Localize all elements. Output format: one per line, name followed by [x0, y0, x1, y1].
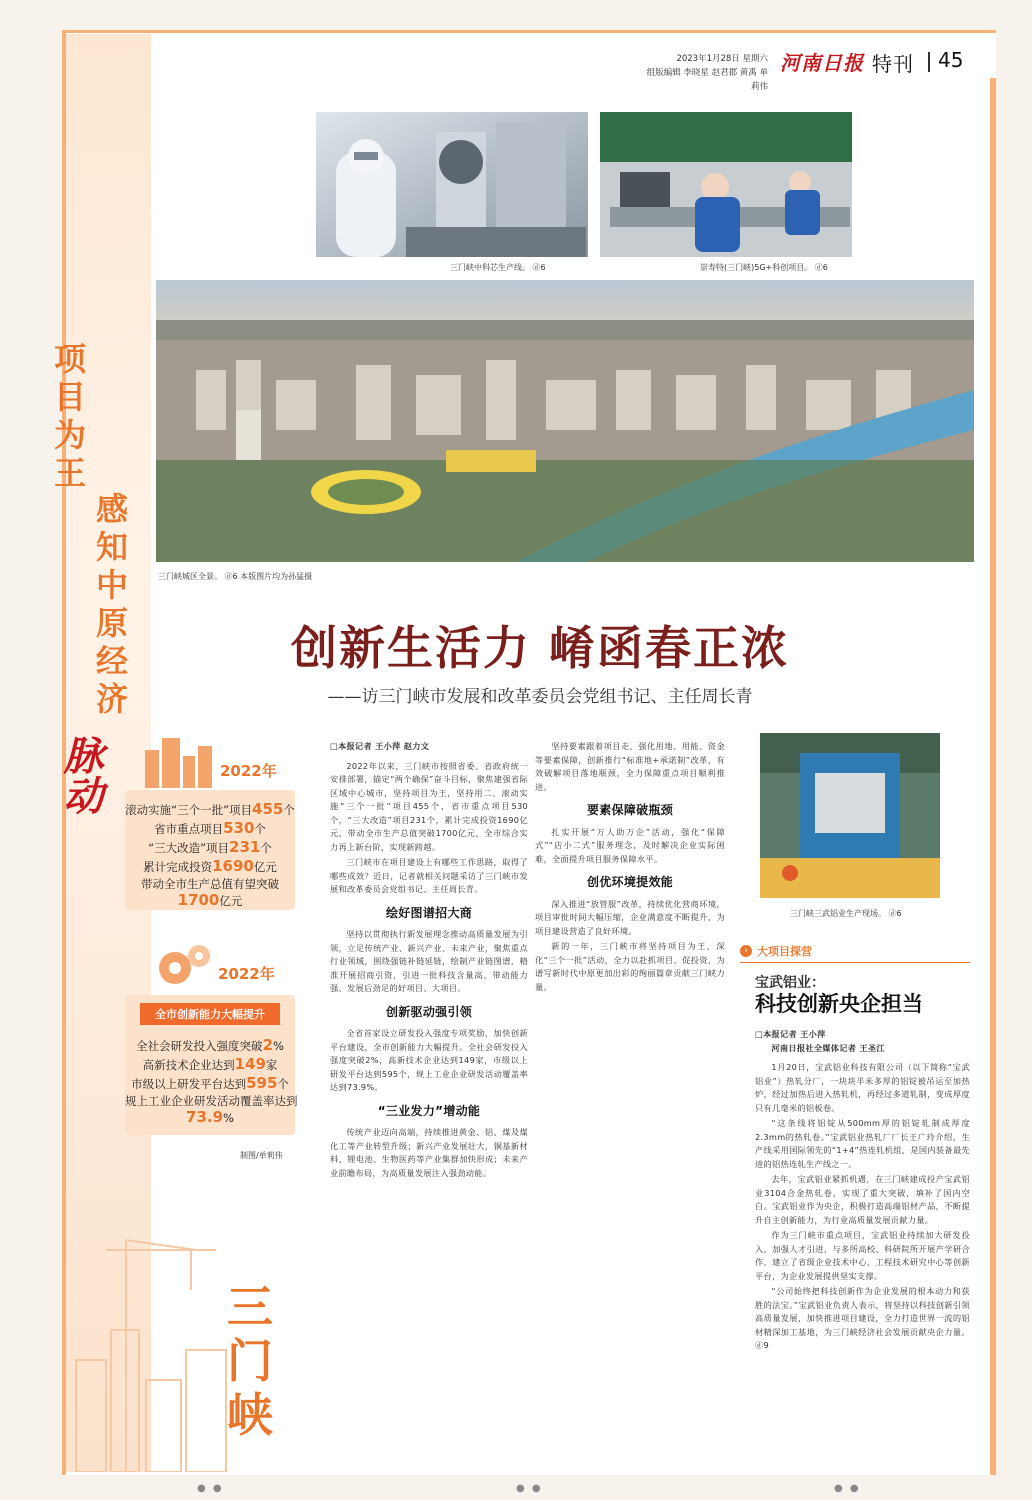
chevron-right-icon: › [740, 945, 752, 957]
section-heading: 要素保障破瓶颈 [586, 803, 674, 817]
article-paragraph: 扎实开展“万人助万企”活动，强化“保障式”“店小二式”服务理念，及时解决企业实际困难，全面提升项目服务保障水平。 [535, 826, 725, 864]
box2-stat-hightech [125, 1055, 295, 1073]
article-subtitle: ——访三门峡市发展和改革委员会党组书记、主任周长青 [327, 687, 753, 707]
sidebar-kicker: 宝武铝业： [755, 975, 825, 991]
photo-city-panorama [156, 280, 974, 562]
article-paragraph: 新的一年，三门峡市将坚持项目为王，深化“三个一批”活动，全力以赴抓项目、促投资，为谱写新时代中原更加出彩的绚丽篇章贡献三门峡力量。 [535, 941, 725, 992]
sidebar-badge-label: 大项目探营 [757, 945, 812, 958]
article-paragraph: 2022年以来，三门峡市按照省委、省政府统一安排部署，锚定“两个确保”奋斗目标，聚焦建强省际区域中心城市，坚持项目为王，坚持用二、滚动实施“三个一批”项目455个，省市重点项目530个，“三大改造”项目231个，累计完成投资1690亿元，带动全市生产总值突破1700亿元，全市综合实力再上新台阶，实现新跨越。 [330, 760, 528, 852]
box1-unit3: 个 [260, 841, 272, 855]
sidebar-title: 科技创新央企担当 [755, 991, 923, 1016]
sidebar-byline-2: 河南日报社全媒体记者 王圣江 [771, 1042, 885, 1053]
article-paragraph: 三门峡市在项目建设上有哪些工作思路，取得了哪些成效？近日，记者就相关问题采访了三门峡市发展和改革委员会党组书记、主任周长青。 [330, 857, 528, 894]
sidebar-rule [740, 962, 970, 963]
box2-stat-platforms [125, 1074, 295, 1092]
vertical-title-accent: 脉动 [57, 735, 104, 815]
box2-unit3: 个 [277, 1077, 289, 1091]
skyline-decoration [66, 1210, 236, 1472]
box1-stat-gdp [125, 891, 295, 909]
box1-label2: 省市重点项目 [154, 822, 224, 836]
header-editors: 组版编辑 李晓星 赵君郡 黄禹 单莉伟 [646, 68, 768, 92]
buildings-icon [140, 730, 220, 790]
box2-stat-rd-intensity [125, 1036, 295, 1054]
article-paragraph: 深入推进“放管服”改革，持续优化营商环境，项目审批时间大幅压缩，企业满意度不断提升，为项目建设营造了良好环境。 [535, 898, 725, 936]
box2-num2: 149 [234, 1055, 266, 1073]
vertical-title-line1: 项目为王 [53, 340, 86, 492]
box1-num4: 1690 [212, 857, 254, 875]
sidebar-column [755, 1028, 970, 1468]
caption-aluminum-plant: 三门峡三武铝业生产现场。 ⓓ6 [790, 909, 902, 918]
box1-label3: “三大改造”项目 [148, 841, 230, 855]
sidebar-badge [740, 943, 812, 959]
chip-lab-image [316, 112, 588, 257]
article-paragraph: 坚持以贯彻执行新发展理念推动高质量发展为引领，立足传统产业、新兴产业、未来产业，聚焦重点行业领域，围绕强链补链延链，绘制产业链图谱，精准开展招商引资，引进一批科技含量高、带动能力强、发展后劲足的好项目、大项目。 [330, 929, 528, 993]
sidebar-paragraph: 1月20日，宝武铝业科技有限公司（以下简称“宝武铝业”）热轧分厂，一块块半米多厚的铝锭被吊运至加热炉，经过加热后进入热轧机，再经过多道轧制，变成厚度只有几毫米的铝板卷。 [755, 1062, 970, 1113]
box2-stat-coverage-label: 规上工业企业研发活动覆盖率达到 [125, 1094, 298, 1108]
box1-label1: 滚动实施“三个一批”项目 [125, 803, 253, 817]
box2-num3: 595 [246, 1074, 278, 1092]
box1-unit6: 亿元 [219, 894, 243, 908]
box1-stat-key-projects [125, 819, 295, 837]
box2-unit1: % [273, 1039, 284, 1053]
box1-stat-projects [125, 800, 295, 818]
box2-unit5: % [223, 1111, 234, 1125]
box1-year: 2022年 [220, 762, 277, 780]
aluminum-plant-image [760, 733, 940, 898]
frame-top [62, 30, 996, 33]
sidebar-paragraph: 去年，宝武铝业紧抓机遇，在三门峡建成投产宝武铝业3104合金热轧卷，实现了重大突破，填补了国内空白。宝武铝业作为央企，积极打造高端铝材产品，不断提升自主创新能力，为行业高质量发展贡献力量。 [755, 1174, 970, 1225]
article-byline: □本报记者 王小萍 赵力文 [330, 741, 430, 751]
box2-label1: 全社会研发投入强度突破 [136, 1039, 263, 1053]
sidebar-paragraph: “这条线将铝锭从500mm厚的铝锭轧制成厚度2.3mm的热轧卷。”宝武铝业热轧厂厂长王广玲介绍，生产线采用国际领先的“1+4”热连轧机组，是国内装备最先进的铝热连轧生产线之一。 [755, 1118, 970, 1169]
box1-unit4: 亿元 [253, 860, 277, 874]
section-heading: 创优环境提效能 [586, 875, 674, 889]
box1-num1: 455 [252, 800, 284, 818]
section-heading: 创新驱动强引领 [385, 1004, 473, 1019]
box2-label3: 市级以上研发平台达到 [131, 1077, 247, 1091]
photo-chip-lab [316, 112, 588, 257]
box2-header: 全市创新能力大幅提升 [140, 1003, 280, 1025]
photo-aluminum-plant [760, 733, 940, 898]
page-number: 45 [938, 48, 964, 72]
sidebar-paragraph: 作为三门峡市重点项目，宝武铝业持续加大研发投入，加强人才引进，与多所高校、科研院所开展产学研合作，建立了省级企业技术中心、工程技术研究中心等创新平台，为企业发展提供坚实支撑。 [755, 1230, 970, 1281]
sidebar-byline-1: □本报记者 王小萍 [755, 1029, 826, 1039]
box1-stat-gdp-label: 带动全市生产总值有望突破 [141, 877, 279, 891]
header-divider [928, 52, 930, 72]
caption-factory-line: 崇寿特(三门峡)5G+科创项目。 ⓓ6 [700, 263, 828, 272]
city-name: 三门峡 [227, 1280, 273, 1442]
footer-dots: ● ● [197, 1483, 224, 1494]
box2-unit2: 家 [265, 1058, 278, 1072]
box1-unit2: 个 [254, 822, 266, 836]
box2-num1: 2 [262, 1036, 273, 1054]
box1-unit1: 个 [283, 803, 295, 817]
box2-num5: 73.9 [186, 1108, 224, 1126]
factory-line-image [600, 112, 852, 257]
box2-year: 2022年 [218, 965, 275, 983]
box1-stat-reforms [125, 838, 295, 856]
photo-factory-line [600, 112, 852, 257]
chart-credit: 制图/单莉伟 [240, 1151, 283, 1160]
section-heading: “三业发力”增动能 [377, 1103, 481, 1118]
header-meta [640, 52, 768, 94]
frame-right [990, 78, 996, 1475]
newspaper-logo: 河南日报 [780, 51, 864, 75]
city-panorama-image [156, 280, 974, 562]
section-name: 特刊 [872, 52, 914, 76]
caption-chip-lab: 三门峡中科芯生产线。 ⓓ6 [450, 263, 546, 272]
header-date: 2023年1月28日 星期六 [676, 54, 768, 64]
footer-dots: ● ● [834, 1483, 861, 1494]
vertical-title-line2: 感知中原经济 [95, 490, 128, 718]
gears-icon [155, 940, 215, 990]
box1-label4: 累计完成投资 [143, 860, 213, 874]
box2-stat-coverage [125, 1108, 295, 1126]
box1-stat-investment [125, 857, 295, 875]
sidebar-paragraph: “公司始终把科技创新作为企业发展的根本动力和获胜的法宝。”宝武铝业负责人表示，将坚持以科技创新引领高质量发展，加快推进项目建设，全力打造世界一流的铝材精深加工基地，为三门峡经济社会发展贡献央企力量。 ⓓ9 [755, 1286, 970, 1350]
box1-num2: 530 [223, 819, 255, 837]
article-column-2 [535, 740, 725, 1470]
section-heading: 绘好图谱招大商 [385, 905, 473, 920]
article-column-1 [330, 740, 528, 1470]
footer-dots: ● ● [516, 1483, 543, 1494]
caption-city-panorama: 三门峡城区全景。 ⓓ6 本版图片均为孙猛摄 [158, 572, 313, 581]
article-paragraph: 坚持要素跟着项目走，强化用地、用能、资金等要素保障，创新推行“标准地+承诺制”改革，有效破解项目落地瓶颈，全力保障重点项目顺利推进。 [535, 741, 725, 792]
box1-num3: 231 [229, 838, 261, 856]
box2-label2: 高新技术企业达到 [142, 1058, 235, 1072]
article-title: 创新生活力 崤函春正浓 [290, 621, 789, 675]
article-paragraph: 全省首家设立研发投入强度专项奖励，加快创新平台建设，全市创新能力大幅提升。全社会研发投入强度突破2%，高新技术企业达到149家，市级以上研发平台达到595个，规上工业企业研发活动覆盖率达到73.9%。 [330, 1028, 528, 1092]
article-paragraph: 传统产业迈向高端，持续推进黄金、铝、煤及煤化工等产业转型升级；新兴产业发展壮大，铜基新材料、锂电池、生物医药等产业集群加快形成；未来产业前瞻布局，为高质量发展注入强劲动能。 [330, 1127, 528, 1178]
box1-num6: 1700 [177, 891, 220, 909]
